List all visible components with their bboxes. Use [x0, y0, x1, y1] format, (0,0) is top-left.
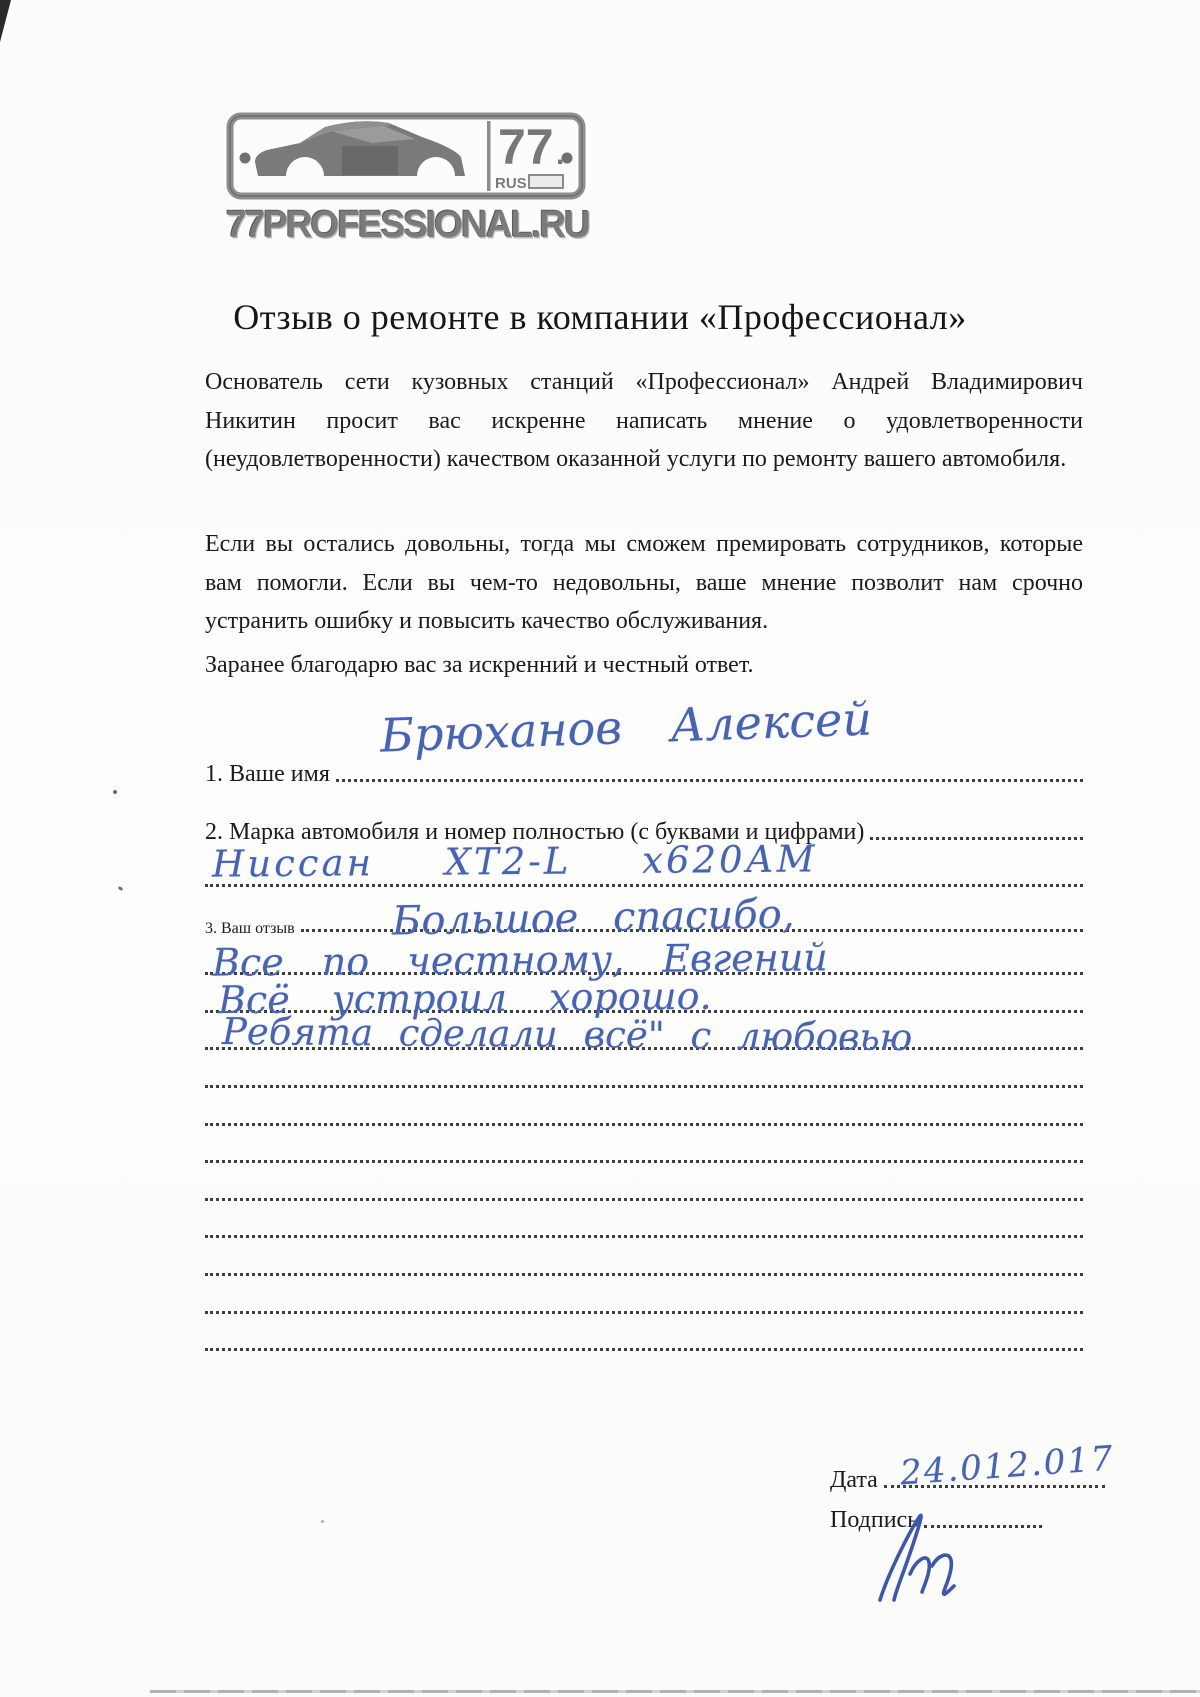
plate-divider — [487, 121, 491, 191]
scan-speck — [113, 790, 117, 794]
intro-paragraph-3: Заранее благодарю вас за искренний и честный ответ. — [205, 652, 754, 678]
logo-wordmark: 77PROFESSIONAL.RU — [226, 203, 589, 246]
date-label: Дата — [830, 1467, 878, 1493]
scan-corner-artifact — [0, 0, 11, 42]
signature-label: Подпись — [830, 1507, 919, 1533]
dotted-line — [336, 779, 1083, 782]
intro-paragraph-1: Основатель сети кузовных станций «Профессионал» Андрей Владимирович Никитин просит вас искренне написать мнение о удовлетворенности (неудовлетворенности) качеством оказанной услуги по ремонту вашего автомобиля. — [205, 369, 1083, 472]
scan-speck — [118, 886, 124, 891]
dotted-line — [205, 975, 1083, 1013]
date-row — [830, 1458, 1105, 1494]
dotted-line — [205, 1126, 1083, 1164]
scan-bottom-edge — [150, 1690, 1200, 1693]
handwritten-review-line-2: Все по честному, Евгений — [211, 935, 828, 985]
review-field — [205, 900, 1083, 1351]
handwritten-name: Брюханов Алексей — [379, 691, 873, 763]
dotted-line — [884, 1485, 1105, 1488]
car-field-label-row — [205, 812, 1083, 846]
license-plate-logo — [226, 112, 586, 200]
plate-dot: . — [556, 138, 565, 171]
screw-hole-icon — [240, 153, 251, 164]
handwritten-review-line-1: Большое спасибо, — [391, 891, 795, 945]
dotted-line — [870, 837, 1083, 840]
car-field-answer-line — [205, 846, 1083, 887]
scan-speck — [321, 1520, 324, 1523]
name-field-label: 1. Ваше имя — [205, 761, 330, 787]
review-field-label: 3. Ваш отзыв — [205, 919, 295, 937]
dotted-line — [205, 1314, 1083, 1352]
dotted-line — [205, 938, 1083, 976]
car-silhouette-icon — [255, 121, 465, 176]
page-title: Отзыв о ремонте в компании «Профессионал» — [233, 297, 967, 337]
name-field-row — [205, 748, 1083, 788]
review-label-row — [205, 900, 1083, 938]
dotted-line — [205, 1276, 1083, 1314]
company-logo — [226, 112, 589, 246]
dotted-line — [205, 1163, 1083, 1201]
signature-scribble-icon — [858, 1508, 988, 1613]
dotted-line — [205, 1238, 1083, 1276]
handwritten-review-line-4: Ребята сделали всё" с любовью — [221, 1009, 913, 1060]
handwritten-car: Ниссан ХТ2-L х620АМ — [211, 837, 818, 886]
dotted-line — [301, 929, 1083, 932]
car-field-label: 2. Марка автомобиля и номер полностью (с буквами и цифрами) — [205, 819, 865, 845]
handwritten-date: 24.012.017 — [898, 1438, 1116, 1494]
intro-paragraph-2: Если вы остались довольны, тогда мы сможем премировать сотрудников, которые вам помогли. Если вы чем-то недовольны, ваше мнение позволит нам срочно устранить ошибку и повысить качество обслуживания. — [205, 531, 1083, 634]
dotted-line — [205, 1201, 1083, 1239]
flag-icon — [529, 175, 563, 188]
dotted-line — [205, 1050, 1083, 1088]
handwritten-review-line-3: Всё устроил хорошо. — [217, 973, 712, 1023]
plate-region: RUS — [495, 175, 527, 192]
dotted-line — [205, 1088, 1083, 1126]
plate-number: 77 — [498, 119, 554, 175]
dotted-line — [205, 1013, 1083, 1051]
